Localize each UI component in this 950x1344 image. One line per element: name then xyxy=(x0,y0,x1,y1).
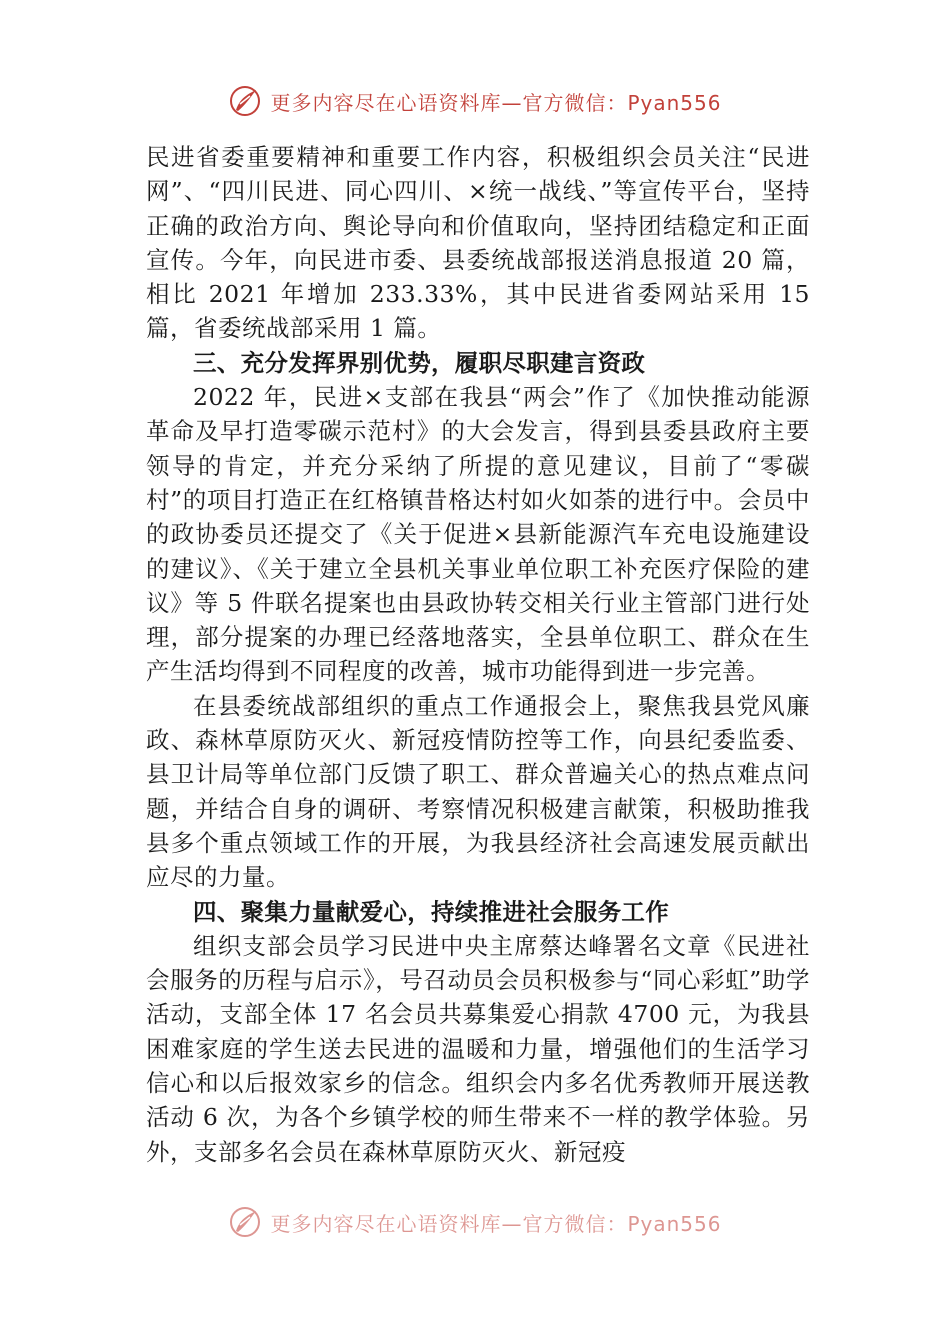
watermark-text: 更多内容尽在心语资料库—官方微信：Pyan556 xyxy=(270,90,722,115)
paragraph-continuation: 民进省委重要精神和重要工作内容，积极组织会员关注“民进网”、“四川民进、同心四川、×统一战线、”等宣传平台，坚持正确的政治方向、舆论导向和价值取向，坚持团结稳定和正面宣传。今年，向民进市委、县委统战部报送消息报道 20 篇，相比 2021 年增加 233.33%，其中民进省委网站采用 15 篇，省委统战部采用 1 篇。 xyxy=(146,143,810,343)
paragraph-briefing: 在县委统战部组织的重点工作通报会上，聚焦我县党风廉政、森林草原防灭火、新冠疫情防控等工作，向县纪委监委、县卫计局等单位部门反馈了职工、群众普遍关心的热点难点问题，并结合自身的调研、考察情况积极建言献策，积极助推我县多个重点领域工作的开展，为我县经济社会高速发展贡献出应尽的力量。 xyxy=(146,691,810,892)
section-heading-3: 三、充分发挥界别优势，履职尽职建言资政 xyxy=(193,348,646,377)
paragraph-proposals: 2022 年，民进×支部在我县“两会”作了《加快推动能源革命及早打造零碳示范村》的大会发言，得到县委县政府主要领导的肯定，并充分采纳了所提的意见建议，目前了“零碳村”的项目打造正在红格镇昔格达村如火如荼的进行中。会员中的政协委员还提交了《关于促进×县新能源汽车充电设施建设的建议》、《关于建立全县机关事业单位职工补充医疗保险的建议》等 5 件联名提案也由县政协转交相关行业主管部门进行处理，部分提案的办理已经落地落实，全县单位职工、群众在生产生活均得到不同程度的改善，城市功能得到进一步完善。 xyxy=(146,383,810,686)
paragraph-social-service: 组织支部会员学习民进中央主席蔡达峰署名文章《民进社会服务的历程与启示》，号召动员会员积极参与“同心彩虹”助学活动，支部全体 17 名会员共募集爱心捐款 4700 元，为我县困难家庭的学生送去民进的温暖和力量，增强他们的生活学习信心和以后报效家乡的信念。组织会内多名优秀教师开展送教活动 6 次，为各个乡镇学校的师生带来不一样的教学体验。另外，支部多名会员在森林草原防灭火、新冠疫 xyxy=(146,931,810,1166)
watermark-text: 更多内容尽在心语资料库—官方微信：Pyan556 xyxy=(270,1211,722,1236)
watermark-footer xyxy=(0,1205,950,1239)
section-heading-4: 四、聚集力量献爱心，持续推进社会服务工作 xyxy=(193,897,669,926)
document-text-region xyxy=(146,140,810,1210)
document-body xyxy=(146,140,810,1210)
watermark-logo-icon xyxy=(228,84,262,118)
watermark-logo-icon xyxy=(228,1205,262,1239)
watermark-header xyxy=(0,84,950,118)
